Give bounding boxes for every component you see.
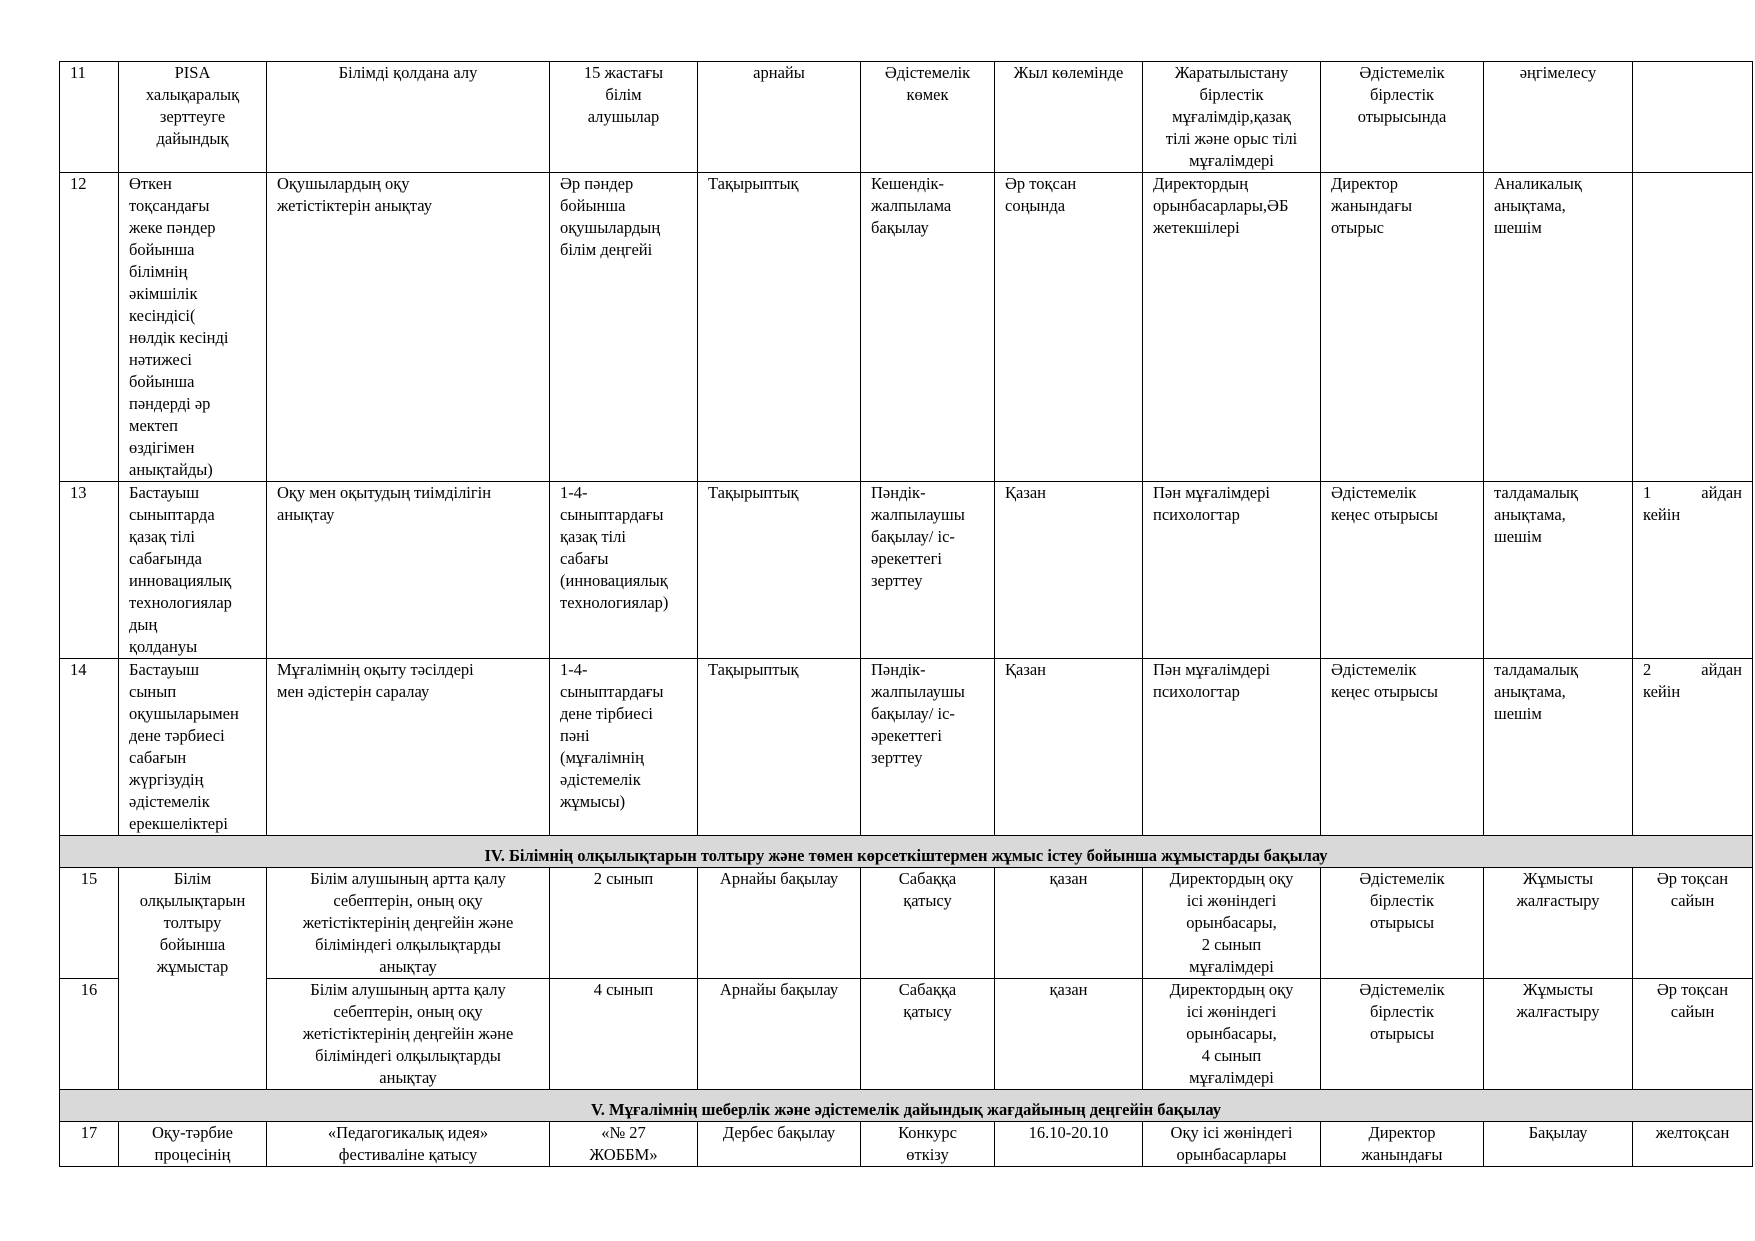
table-row [60,482,1753,659]
table-row [60,173,1753,482]
type-cell: Арнайы бақылау [698,868,861,979]
result-cell: әңгімелесу [1484,62,1633,173]
review-place-cell: Әдістемелік кеңес отырысы [1321,482,1484,659]
goal-cell: Оқушылардың оқу жетістіктерін анықтау [267,173,550,482]
responsible-cell: Директордың орынбасарлары,ӘБ жетекшілері [1143,173,1321,482]
recheck-cell [1633,173,1753,482]
object-cell: 1-4- сыныптардағы қазақ тілі сабағы (инновациялық технологиялар) [550,482,698,659]
recheck-months: 2 [1643,660,1652,679]
goal-cell: Оқу мен оқытудың тиімділігін анықтау [267,482,550,659]
method-cell: Пәндік- жалпылаушы бақылау/ іс- әрекеттегі зерттеу [861,482,995,659]
recheck-cell: Әр тоқсан сайын [1633,868,1753,979]
method-cell: Әдістемелік көмек [861,62,995,173]
type-cell: Дербес бақылау [698,1122,861,1167]
responsible-cell: Оқу ісі жөніндегі орынбасарлары [1143,1122,1321,1167]
type-cell: Арнайы бақылау [698,979,861,1090]
result-cell: Бақылау [1484,1122,1633,1167]
topic-cell: Бастауыш сынып оқушыларымен дене тәрбиесі сабағын жүргізудің әдістемелік ерекшеліктері [119,659,267,836]
method-cell: Конкурс өткізу [861,1122,995,1167]
type-cell: Тақырыптық [698,173,861,482]
topic-cell: Бастауыш сыныптарда қазақ тілі сабағында инновациялық технологиялар дың қолдануы [119,482,267,659]
object-cell: Әр пәндер бойынша оқушылардың білім деңгейі [550,173,698,482]
section-header-row [60,836,1753,868]
row-number: 17 [60,1122,119,1167]
review-place-cell: Әдістемелік бірлестік отырысы [1321,979,1484,1090]
row-number: 11 [60,62,119,173]
type-cell: Тақырыптық [698,482,861,659]
topic-cell: Білім олқылықтарын толтыру бойынша жұмыстар [119,868,267,1090]
topic-cell: PISA халықаралық зерттеуге дайындық [119,62,267,173]
responsible-cell: Пән мұғалімдері психологтар [1143,482,1321,659]
review-place-cell: Әдістемелік кеңес отырысы [1321,659,1484,836]
recheck-cell [1633,659,1753,836]
type-cell: арнайы [698,62,861,173]
result-cell: Жұмысты жалғастыру [1484,979,1633,1090]
result-cell: талдамалық анықтама, шешім [1484,482,1633,659]
section-header-row [60,1090,1753,1122]
recheck-unit: айдан [1701,660,1742,679]
table-row [60,659,1753,836]
method-cell: Сабаққа қатысу [861,868,995,979]
goal-cell: Білім алушының артта қалу себептерін, оның оқу жетістіктерінің деңгейін және біліміндегі олқылықтарды анықтау [267,979,550,1090]
goal-cell: Мұғалімнің оқыту тәсілдері мен әдістерін саралау [267,659,550,836]
type-cell: Тақырыптық [698,659,861,836]
row-number: 14 [60,659,119,836]
recheck-cell: желтоқсан [1633,1122,1753,1167]
row-number: 15 [60,868,119,979]
result-cell: Жұмысты жалғастыру [1484,868,1633,979]
topic-cell: Оқу-тәрбие процесінің [119,1122,267,1167]
object-cell: 1-4- сыныптардағы дене тірбиесі пәні (мұғалімнің әдістемелік жұмысы) [550,659,698,836]
responsible-cell: Жаратылыстану бірлестік мұғалімдір,қазақ тілі және орыс тілі мұғалімдері [1143,62,1321,173]
recheck-suffix: кейін [1643,505,1681,524]
period-cell: Қазан [995,482,1143,659]
goal-cell: Білім алушының артта қалу себептерін, оның оқу жетістіктерінің деңгейін және біліміндегі олқылықтарды анықтау [267,868,550,979]
recheck-months: 1 [1643,483,1652,502]
row-number: 12 [60,173,119,482]
table-row [60,868,1753,979]
row-number: 16 [60,979,119,1090]
table-row [60,979,1753,1090]
goal-cell: Білімді қолдана алу [267,62,550,173]
table-row [60,1122,1753,1167]
object-cell: «№ 27 ЖОББМ» [550,1122,698,1167]
period-cell: Жыл көлемінде [995,62,1143,173]
review-place-cell: Директор жанындағы [1321,1122,1484,1167]
result-cell: Аналикалық анықтама, шешім [1484,173,1633,482]
responsible-cell: Пән мұғалімдері психологтар [1143,659,1321,836]
period-cell: 16.10-20.10 [995,1122,1143,1167]
row-number: 13 [60,482,119,659]
period-cell: Қазан [995,659,1143,836]
recheck-suffix: кейін [1643,682,1681,701]
table-row [60,62,1753,173]
object-cell: 2 сынып [550,868,698,979]
goal-cell: «Педагогикалық идея» фестиваліне қатысу [267,1122,550,1167]
control-plan-table [59,61,1753,1167]
method-cell: Кешендік- жалпылама бақылау [861,173,995,482]
recheck-cell: Әр тоқсан сайын [1633,979,1753,1090]
responsible-cell: Директордың оқу ісі жөніндегі орынбасары, 2 сынып мұғалімдері [1143,868,1321,979]
period-cell: қазан [995,868,1143,979]
review-place-cell: Әдістемелік бірлестік отырысы [1321,868,1484,979]
section-title: V. Мұғалімнің шеберлік және әдістемелік дайындық жағдайының деңгейін бақылау [60,1090,1753,1122]
method-cell: Сабаққа қатысу [861,979,995,1090]
recheck-cell [1633,62,1753,173]
period-cell: Әр тоқсан соңында [995,173,1143,482]
result-cell: талдамалық анықтама, шешім [1484,659,1633,836]
object-cell: 4 сынып [550,979,698,1090]
topic-cell: Өткен тоқсандағы жеке пәндер бойынша білімнің әкімшілік кесіндісі( нөлдік кесінді нәтижесі бойынша пәндерді әр мектеп өздігімен анықтайды) [119,173,267,482]
recheck-cell [1633,482,1753,659]
method-cell: Пәндік- жалпылаушы бақылау/ іс- әрекеттегі зерттеу [861,659,995,836]
recheck-unit: айдан [1701,483,1742,502]
review-place-cell: Директор жанындағы отырыс [1321,173,1484,482]
object-cell: 15 жастағы білім алушылар [550,62,698,173]
responsible-cell: Директордың оқу ісі жөніндегі орынбасары, 4 сынып мұғалімдері [1143,979,1321,1090]
review-place-cell: Әдістемелік бірлестік отырысында [1321,62,1484,173]
section-title: IV. Білімнің олқылықтарын толтыру және төмен көрсеткіштермен жұмыс істеу бойынша жұмыстарды бақылау [60,836,1753,868]
period-cell: қазан [995,979,1143,1090]
